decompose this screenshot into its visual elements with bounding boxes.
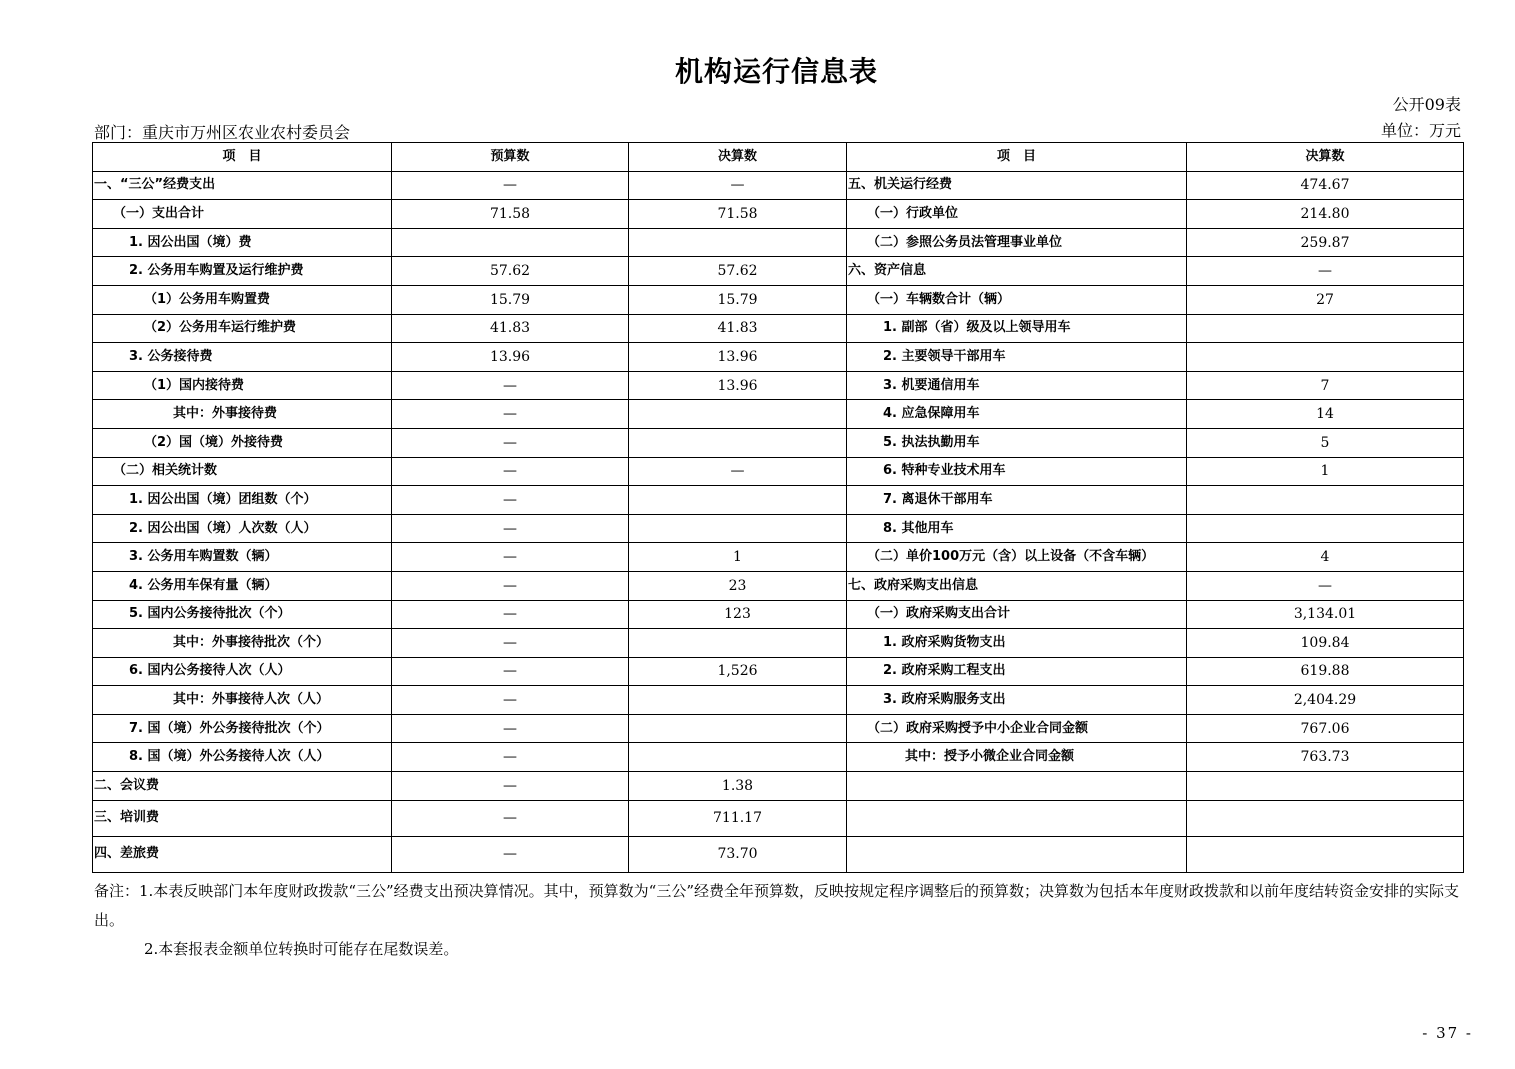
left-item-cell: 四、差旅费 [93,836,392,872]
budget-cell: — [392,743,629,772]
right-item-cell: （二）政府采购授予中小企业合同金额 [847,714,1187,743]
final-left-cell: 73.70 [629,836,847,872]
final-left-cell [629,400,847,429]
final-left-cell: 1 [629,543,847,572]
table-row [93,285,1464,314]
left-item-cell: （二）相关统计数 [93,457,392,486]
budget-cell: — [392,400,629,429]
final-left-cell [629,514,847,543]
budget-cell: — [392,836,629,872]
final-left-cell [629,686,847,715]
final-left-cell: 711.17 [629,800,847,836]
left-item-cell: 其中：外事接待费 [93,400,392,429]
header-final-left: 决算数 [629,143,847,172]
unit-label: 单位：万元 [1380,121,1461,140]
left-item-cell: 6. 国内公务接待人次（人） [93,657,392,686]
left-item-cell: （2）公务用车运行维护费 [93,314,392,343]
left-item-cell: （1）公务用车购置费 [93,285,392,314]
budget-cell: — [392,371,629,400]
left-item-cell: 8. 国（境）外公务接待人次（人） [93,743,392,772]
final-right-cell: 3,134.01 [1187,600,1464,629]
final-right-cell: 474.67 [1187,171,1464,200]
form-number: 公开09表 [1392,95,1461,114]
final-left-cell: 13.96 [629,371,847,400]
budget-cell: — [392,686,629,715]
final-right-cell: 27 [1187,285,1464,314]
final-right-cell: 763.73 [1187,743,1464,772]
budget-cell: — [392,629,629,658]
table-row [93,400,1464,429]
budget-cell [392,228,629,257]
final-left-cell [629,629,847,658]
final-left-cell [629,228,847,257]
right-item-cell [847,772,1187,801]
final-right-cell [1187,314,1464,343]
right-item-cell: （一）行政单位 [847,200,1187,229]
table-row [93,428,1464,457]
final-left-cell: 1,526 [629,657,847,686]
table-row [93,371,1464,400]
right-item-cell: 2. 主要领导干部用车 [847,343,1187,372]
table-row [93,743,1464,772]
left-item-cell: 4. 公务用车保有量（辆） [93,571,392,600]
left-item-cell: 5. 国内公务接待批次（个） [93,600,392,629]
right-item-cell: 1. 政府采购货物支出 [847,629,1187,658]
left-item-cell: 一、“三公”经费支出 [93,171,392,200]
left-item-cell: 7. 国（境）外公务接待批次（个） [93,714,392,743]
final-left-cell: 13.96 [629,343,847,372]
final-right-cell [1187,343,1464,372]
table-row [93,200,1464,229]
right-item-cell: 七、政府采购支出信息 [847,571,1187,600]
final-left-cell: 1.38 [629,772,847,801]
final-left-cell: 57.62 [629,257,847,286]
left-item-cell: 三、培训费 [93,800,392,836]
left-item-cell: 其中：外事接待批次（个） [93,629,392,658]
right-item-cell: 2. 政府采购工程支出 [847,657,1187,686]
table-row [93,486,1464,515]
table-row [93,629,1464,658]
right-item-cell: 1. 副部（省）级及以上领导用车 [847,314,1187,343]
right-item-cell: （一）政府采购支出合计 [847,600,1187,629]
left-item-cell: 二、会议费 [93,772,392,801]
left-item-cell: 3. 公务用车购置数（辆） [93,543,392,572]
final-right-cell: 109.84 [1187,629,1464,658]
table-row [93,836,1464,872]
final-right-cell [1187,772,1464,801]
right-item-cell: 6. 特种专业技术用车 [847,457,1187,486]
budget-cell: — [392,514,629,543]
right-item-cell: （二）单价100万元（含）以上设备（不含车辆） [847,543,1187,572]
final-left-cell: 123 [629,600,847,629]
final-left-cell: 71.58 [629,200,847,229]
left-item-cell: （一）支出合计 [93,200,392,229]
right-item-cell: 六、资产信息 [847,257,1187,286]
final-right-cell: 5 [1187,428,1464,457]
final-left-cell: 23 [629,571,847,600]
budget-cell: — [392,457,629,486]
left-item-cell: 3. 公务接待费 [93,343,392,372]
budget-cell: — [392,600,629,629]
budget-cell: 57.62 [392,257,629,286]
right-item-cell: （二）参照公务员法管理事业单位 [847,228,1187,257]
budget-cell: — [392,772,629,801]
right-item-cell: 五、机关运行经费 [847,171,1187,200]
right-item-cell: （一）车辆数合计（辆） [847,285,1187,314]
header-left-item: 项 目 [93,143,392,172]
right-item-cell [847,800,1187,836]
budget-cell: 41.83 [392,314,629,343]
final-left-cell [629,486,847,515]
budget-cell: — [392,486,629,515]
notes [94,877,1474,964]
final-right-cell [1187,486,1464,515]
left-item-cell: 1. 因公出国（境）团组数（个） [93,486,392,515]
right-item-cell: 7. 离退休干部用车 [847,486,1187,515]
info-table [92,142,1464,873]
right-item-cell: 8. 其他用车 [847,514,1187,543]
table-row [93,171,1464,200]
final-left-cell [629,743,847,772]
budget-cell: — [392,171,629,200]
note-line-1: 备注：1.本表反映部门本年度财政拨款“三公”经费支出预决算情况。其中，预算数为“三公”经费全年预算数，反映按规定程序调整后的预算数；决算数为包括本年度财政拨款和以前年度结转资金安排的实际支出。 [94,882,1459,929]
left-item-cell: 1. 因公出国（境）费 [93,228,392,257]
left-item-cell: （2）国（境）外接待费 [93,428,392,457]
budget-cell: — [392,571,629,600]
budget-cell: — [392,543,629,572]
note-line-2: 2.本套报表金额单位转换时可能存在尾数误差。 [144,940,459,958]
final-right-cell: 619.88 [1187,657,1464,686]
budget-cell: — [392,428,629,457]
final-right-cell: 214.80 [1187,200,1464,229]
table-row [93,228,1464,257]
budget-cell: — [392,657,629,686]
final-right-cell [1187,836,1464,872]
department-label: 部门：重庆市万州区农业农村委员会 [94,123,351,142]
table-row [93,343,1464,372]
final-right-cell: 259.87 [1187,228,1464,257]
final-right-cell: 2,404.29 [1187,686,1464,715]
final-right-cell: 767.06 [1187,714,1464,743]
budget-cell: 71.58 [392,200,629,229]
table-row [93,686,1464,715]
final-right-cell: — [1187,571,1464,600]
table-row [93,543,1464,572]
final-right-cell: 4 [1187,543,1464,572]
budget-cell: — [392,800,629,836]
final-right-cell [1187,800,1464,836]
table-row [93,457,1464,486]
table-row [93,514,1464,543]
left-item-cell: 2. 因公出国（境）人次数（人） [93,514,392,543]
table-row [93,571,1464,600]
header-final-right: 决算数 [1187,143,1464,172]
final-left-cell: — [629,457,847,486]
final-right-cell: — [1187,257,1464,286]
final-left-cell: 15.79 [629,285,847,314]
budget-cell: 15.79 [392,285,629,314]
final-left-cell: 41.83 [629,314,847,343]
final-left-cell [629,714,847,743]
final-left-cell: — [629,171,847,200]
page-title: 机构运行信息表 [674,55,878,88]
budget-cell: 13.96 [392,343,629,372]
right-item-cell [847,836,1187,872]
table-row [93,314,1464,343]
final-right-cell: 7 [1187,371,1464,400]
left-item-cell: 其中：外事接待人次（人） [93,686,392,715]
right-item-cell: 5. 执法执勤用车 [847,428,1187,457]
page-number: - 37 - [1422,1024,1473,1042]
table-header-row [93,143,1464,172]
final-left-cell [629,428,847,457]
table-row [93,257,1464,286]
final-right-cell: 1 [1187,457,1464,486]
table-row [93,600,1464,629]
right-item-cell: 其中：授予小微企业合同金额 [847,743,1187,772]
header-right-item: 项 目 [847,143,1187,172]
left-item-cell: 2. 公务用车购置及运行维护费 [93,257,392,286]
left-item-cell: （1）国内接待费 [93,371,392,400]
final-right-cell [1187,514,1464,543]
table-row [93,714,1464,743]
final-right-cell: 14 [1187,400,1464,429]
right-item-cell: 4. 应急保障用车 [847,400,1187,429]
budget-cell: — [392,714,629,743]
table-row [93,657,1464,686]
right-item-cell: 3. 政府采购服务支出 [847,686,1187,715]
table-row [93,800,1464,836]
table-row [93,772,1464,801]
right-item-cell: 3. 机要通信用车 [847,371,1187,400]
header-budget: 预算数 [392,143,629,172]
